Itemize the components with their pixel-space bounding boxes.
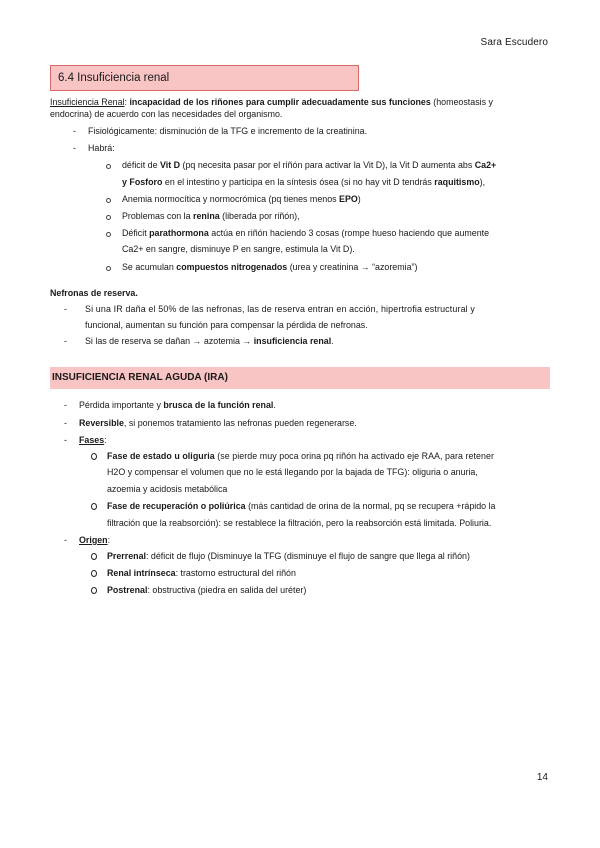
definition-term: Insuficiencia Renal: [50, 97, 125, 107]
dash-bullet: -: [64, 304, 67, 314]
renina-item: Problemas con la renina (liberada por riñón),: [122, 211, 300, 221]
dash-bullet: -: [64, 400, 67, 410]
dash-bullet: -: [64, 418, 67, 428]
oliguria-line-1: Fase de estado u oliguria (se pierde muy poca orina pq riñón ha activado eje RAA, para retener: [107, 451, 495, 461]
poliurica-line-2: filtración que la reabsorción): se restablece la filtración, pero la reabsorción está limitada. Poliuria.: [107, 518, 492, 528]
circle-bullet: [106, 215, 111, 220]
anemia-item: Anemia normocítica y normocrómica (pq tienes menos EPO): [122, 194, 361, 204]
nefronas-heading: Nefronas de reserva.: [50, 288, 138, 298]
dash-bullet: -: [73, 143, 76, 153]
definition-line-1: Insuficiencia Renal: incapacidad de los riñones para cumplir adecuadamente sus funciones (homeostasis y: [50, 97, 493, 107]
habra-label: Habrá:: [88, 143, 115, 153]
circle-bullet: [106, 164, 111, 169]
dash-bullet: -: [64, 336, 67, 346]
definition-bold: incapacidad de los riñones para cumplir adecuadamente sus funciones: [129, 97, 431, 107]
fases-label: Fases:: [79, 435, 107, 445]
origen-prerrenal: Prerrenal: déficit de flujo (Disminuye la TFG (disminuye el flujo de sangre que llega al riñón): [107, 551, 470, 561]
circle-bullet: [91, 570, 97, 577]
ira-reversible: Reversible, si ponemos tratamiento las nefronas pueden regenerarse.: [79, 418, 357, 428]
nitrogen-item: Se acumulan compuestos nitrogenados (urea y creatinina → “azoremia”): [122, 262, 418, 272]
vitd-line-2: y Fosforo en el intestino y participa en la síntesis ósea (si no hay vit D tendrás raquitismo),: [122, 177, 486, 187]
circle-bullet: [106, 198, 111, 203]
section-title: 6.4 Insuficiencia renal: [50, 65, 359, 91]
pth-line-2: Ca2+ en sangre, disminuye P en sangre, estimula la Vit D).: [122, 244, 355, 254]
nefronas-item-1-line-1: Si una IR daña el 50% de las nefronas, las de reserva entran en acción, hipertrofia estructural y: [85, 304, 475, 314]
vitd-line-1: déficit de Vit D (pq necesita pasar por el riñón para activar la Vit D), la Vit D aumenta abs Ca2+: [122, 160, 497, 170]
definition-line-2: endocrina) de acuerdo con las necesidades del organismo.: [50, 109, 283, 119]
origen-postrenal: Postrenal: obstructiva (piedra en salida del uréter): [107, 585, 307, 595]
page-number: 14: [536, 772, 548, 783]
oliguria-line-2: H2O y compensar el volumen que no le está llegando por la bajada de TFG): oliguria o anuria,: [107, 467, 478, 477]
dash-bullet: -: [64, 435, 67, 445]
circle-bullet: [91, 503, 97, 510]
dash-bullet: -: [64, 535, 67, 545]
oliguria-line-3: azoemia y acidosis metabólica: [107, 484, 228, 494]
nefronas-item-2: Si las de reserva se dañan → azotemia → insuficiencia renal.: [85, 336, 334, 346]
author-name: Sara Escudero: [480, 37, 548, 48]
origen-label: Origen:: [79, 535, 111, 545]
poliurica-line-1: Fase de recuperación o poliúrica (más cantidad de orina de la normal, pq se recupera +rápido la: [107, 501, 496, 511]
dash-bullet: -: [73, 126, 76, 136]
circle-bullet: [106, 232, 111, 237]
ira-perdida: Pérdida importante y brusca de la función renal.: [79, 400, 276, 410]
physio-text: Fisiológicamente: disminución de la TFG e incremento de la creatinina.: [88, 126, 368, 136]
pth-line-1: Déficit parathormona actúa en riñón haciendo 3 cosas (rompe hueso haciendo que aumente: [122, 228, 490, 238]
circle-bullet: [91, 587, 97, 594]
circle-bullet: [106, 266, 111, 271]
ira-section-title: INSUFICIENCIA RENAL AGUDA (IRA): [50, 367, 550, 389]
nefronas-item-1-line-2: funcional, aumentan su función para compensar la pérdida de nefronas.: [85, 320, 368, 330]
circle-bullet: [91, 453, 97, 460]
circle-bullet: [91, 553, 97, 560]
origen-renal: Renal intrínseca: trastorno estructural del riñón: [107, 568, 296, 578]
